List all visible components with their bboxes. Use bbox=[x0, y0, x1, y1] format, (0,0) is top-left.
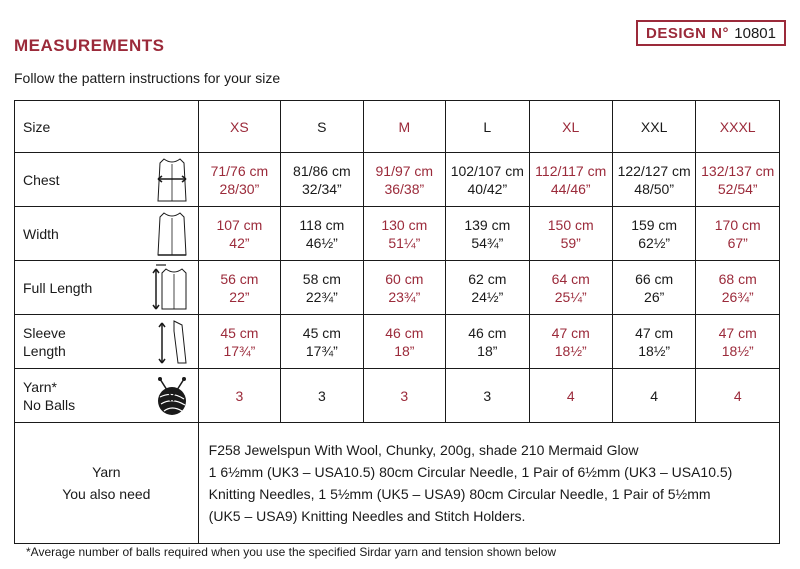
chest-m: 91/97 cm 36/38” bbox=[363, 153, 445, 207]
sleeve-xxl: 47 cm 18½” bbox=[612, 315, 696, 369]
length-xxl: 66 cm 26” bbox=[612, 261, 696, 315]
design-number: 10801 bbox=[734, 24, 776, 42]
row-label-chest: Chest bbox=[15, 153, 152, 207]
row-label-width: Width bbox=[15, 207, 152, 261]
width-l: 139 cm 54¾” bbox=[446, 207, 530, 261]
balls-xl: 4 bbox=[529, 369, 612, 423]
needles-line-3: (UK5 – USA9) Knitting Needles and Stitch Holders. bbox=[208, 508, 526, 524]
length-s: 58 cm 22¾” bbox=[281, 261, 363, 315]
sleeve-m: 46 cm 18” bbox=[363, 315, 445, 369]
size-l: L bbox=[446, 101, 530, 153]
chest-xs: 71/76 cm 28/30” bbox=[198, 153, 280, 207]
size-s: S bbox=[281, 101, 363, 153]
balls-xxl: 4 bbox=[612, 369, 696, 423]
width-xs: 107 cm 42” bbox=[198, 207, 280, 261]
row-label-yarn-balls: Yarn* No Balls bbox=[15, 369, 152, 423]
chest-l: 102/107 cm 40/42” bbox=[446, 153, 530, 207]
sleeve-xs: 45 cm 17¾” bbox=[198, 315, 280, 369]
sleeve-l: 46 cm 18” bbox=[446, 315, 530, 369]
chest-measure-icon bbox=[152, 153, 199, 207]
size-header-row bbox=[15, 101, 780, 153]
length-xl: 64 cm 25¼” bbox=[529, 261, 612, 315]
yarn-label: Yarn bbox=[92, 464, 121, 480]
width-xxl: 159 cm 62½” bbox=[612, 207, 696, 261]
width-m: 130 cm 51¼” bbox=[363, 207, 445, 261]
length-xxxl: 68 cm 26¾” bbox=[696, 261, 780, 315]
footnote: *Average number of balls required when you use the specified Sirdar yarn and tension shown below bbox=[26, 545, 557, 559]
balls-l: 3 bbox=[446, 369, 530, 423]
chest-xxxl: 132/137 cm 52/54” bbox=[696, 153, 780, 207]
measurements-table bbox=[14, 100, 780, 544]
sleeve-xl: 47 cm 18½” bbox=[529, 315, 612, 369]
balls-m: 3 bbox=[363, 369, 445, 423]
needles-line-1: 1 6½mm (UK3 – USA10.5) 80cm Circular Needle, 1 Pair of 6½mm (UK3 – USA10.5) bbox=[208, 464, 733, 480]
table-row-full-length bbox=[15, 261, 780, 315]
also-need-label: You also need bbox=[62, 486, 151, 502]
design-number-box bbox=[636, 20, 786, 46]
sleeve-measure-icon bbox=[152, 315, 199, 369]
table-row-width bbox=[15, 207, 780, 261]
width-xxxl: 170 cm 67” bbox=[696, 207, 780, 261]
width-measure-icon bbox=[152, 207, 199, 261]
materials-row bbox=[15, 423, 780, 544]
design-label: DESIGN N° bbox=[646, 24, 730, 42]
table-row-sleeve-length bbox=[15, 315, 780, 369]
width-xl: 150 cm 59” bbox=[529, 207, 612, 261]
intro-text: Follow the pattern instructions for your size bbox=[14, 70, 281, 86]
length-l: 62 cm 24½” bbox=[446, 261, 530, 315]
needles-line-2: Knitting Needles, 1 5½mm (UK5 – USA9) 80cm Circular Needle, 1 Pair of 5½mm bbox=[208, 486, 711, 502]
yarn-ball-icon bbox=[152, 369, 199, 423]
length-xs: 56 cm 22” bbox=[198, 261, 280, 315]
sleeve-xxxl: 47 cm 18½” bbox=[696, 315, 780, 369]
size-xxxl: XXXL bbox=[696, 101, 780, 153]
table-row-yarn-balls bbox=[15, 369, 780, 423]
page-title: MEASUREMENTS bbox=[14, 36, 165, 55]
chest-s: 81/86 cm 32/34” bbox=[281, 153, 363, 207]
yarn-text: F258 Jewelspun With Wool, Chunky, 200g, shade 210 Mermaid Glow bbox=[208, 442, 639, 458]
chest-xxl: 122/127 cm 48/50” bbox=[612, 153, 696, 207]
length-m: 60 cm 23¾” bbox=[363, 261, 445, 315]
row-label-full-length: Full Length bbox=[15, 261, 152, 315]
materials-labels bbox=[15, 423, 199, 544]
chest-xl: 112/117 cm 44/46” bbox=[529, 153, 612, 207]
table-row-chest bbox=[15, 153, 780, 207]
size-xl: XL bbox=[529, 101, 612, 153]
balls-xxxl: 4 bbox=[696, 369, 780, 423]
size-m: M bbox=[363, 101, 445, 153]
size-xs: XS bbox=[198, 101, 280, 153]
row-label-sleeve-length: Sleeve Length bbox=[15, 315, 152, 369]
balls-s: 3 bbox=[281, 369, 363, 423]
size-label: Size bbox=[15, 101, 199, 153]
materials-details bbox=[198, 423, 779, 544]
balls-xs: 3 bbox=[198, 369, 280, 423]
length-measure-icon bbox=[152, 261, 199, 315]
size-xxl: XXL bbox=[612, 101, 696, 153]
sleeve-s: 45 cm 17¾” bbox=[281, 315, 363, 369]
width-s: 118 cm 46½” bbox=[281, 207, 363, 261]
